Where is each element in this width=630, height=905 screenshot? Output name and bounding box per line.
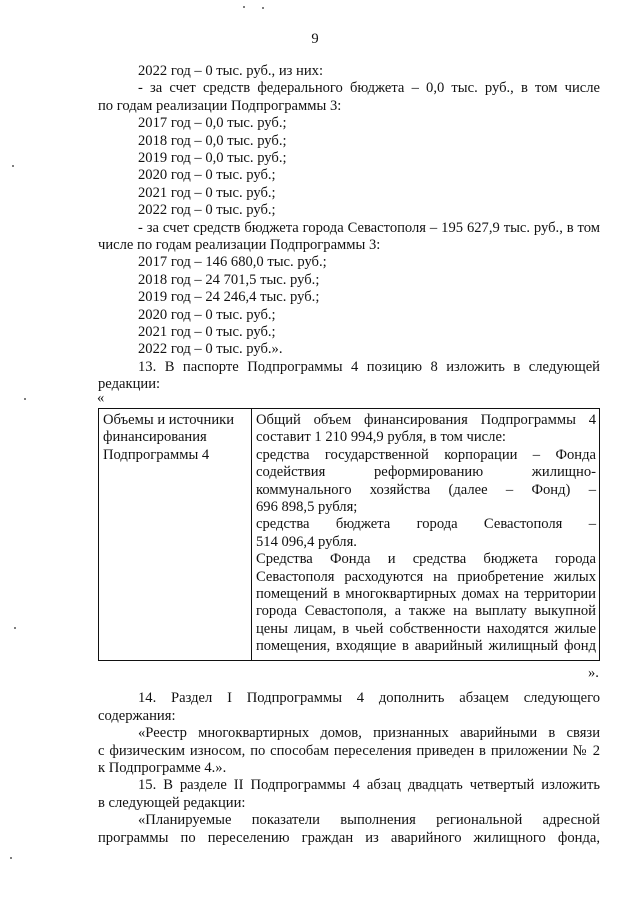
cell-line: Севастополя расходуются на приобретение жилых <box>256 568 596 585</box>
cell-line: цены лицам, в чьей собственности находятся жилые <box>256 620 596 637</box>
text-line: программы по переселению граждан из аварийного жилищного фонда, <box>98 830 600 846</box>
text-line: 2021 год – 0 тыс. руб.; <box>138 324 276 340</box>
text-line: содержания: <box>98 708 176 724</box>
table-cell-content <box>252 409 600 661</box>
cell-line: Объемы и источники <box>103 412 235 428</box>
text-line: 2020 год – 0 тыс. руб.; <box>138 167 276 183</box>
cell-line: 696 898,5 рубля; <box>256 499 358 516</box>
cell-line: коммунального хозяйства (далее – Фонд) – <box>256 481 596 498</box>
cell-line: средства бюджета города Севастополя – <box>256 516 596 533</box>
text-line: числе по годам реализации Подпрограммы 3: <box>98 237 381 253</box>
cell-line: города Севастополя, а также на выплату выкупной <box>256 603 596 620</box>
scan-speck <box>243 6 245 8</box>
text-line: 2017 год – 0,0 тыс. руб.; <box>138 115 287 131</box>
scan-speck <box>24 398 26 400</box>
scan-speck <box>262 7 264 9</box>
text-line: 2018 год – 24 701,5 тыс. руб.; <box>138 272 320 288</box>
text-line: 2021 год – 0 тыс. руб.; <box>138 185 276 201</box>
text-line: в следующей редакции: <box>98 795 246 811</box>
table-cell-label <box>99 409 252 661</box>
cell-line: Общий объем финансирования Подпрограммы 4 <box>256 412 596 428</box>
cell-line: средства государственной корпорации – Фонда <box>256 446 596 463</box>
cell-line: Подпрограммы 4 <box>103 446 210 463</box>
cell-line: содействия реформированию жилищно- <box>256 464 596 481</box>
scan-speck <box>10 857 12 859</box>
cell-line: помещений в многоквартирных домах на территории <box>256 586 596 603</box>
text-line: «Планируемые показатели выполнения региональной адресной <box>138 812 600 828</box>
text-line: 2020 год – 0 тыс. руб.; <box>138 307 276 323</box>
text-line: 2022 год – 0 тыс. руб.». <box>138 341 283 357</box>
text-line: по годам реализации Подпрограммы 3: <box>98 98 342 114</box>
cell-line: финансирования <box>103 429 207 446</box>
text-line: 15. В разделе II Подпрограммы 4 абзац двадцать четвертый изложить <box>138 777 600 793</box>
text-line: 2019 год – 0,0 тыс. руб.; <box>138 150 287 166</box>
quote-open-mark: « <box>97 390 105 406</box>
page-number: 9 <box>311 31 319 47</box>
text-line: - за счет средств федерального бюджета – 0,0 тыс. руб., в том числе <box>138 80 600 96</box>
text-line: «Реестр многоквартирных домов, признанных аварийными в связи <box>138 725 600 741</box>
text-line: к Подпрограмме 4.». <box>98 760 227 776</box>
cell-line: составит 1 210 994,9 рубля, в том числе: <box>256 429 506 446</box>
text-line: - за счет средств бюджета города Севастополя – 195 627,9 тыс. руб., в том <box>138 220 600 236</box>
cell-line: Средства Фонда и средства бюджета города <box>256 551 596 568</box>
quote-close-mark: ». <box>588 665 599 681</box>
text-line: редакции: <box>98 376 161 392</box>
financing-table <box>98 408 600 661</box>
text-line: 14. Раздел I Подпрограммы 4 дополнить абзацем следующего <box>138 690 600 706</box>
text-line: 2022 год – 0 тыс. руб.; <box>138 202 276 218</box>
text-line: 13. В паспорте Подпрограммы 4 позицию 8 изложить в следующей <box>138 359 600 375</box>
text-line: 2022 год – 0 тыс. руб., из них: <box>138 63 324 79</box>
cell-line: 514 096,4 рубля. <box>256 533 357 550</box>
text-line: 2018 год – 0,0 тыс. руб.; <box>138 133 287 149</box>
scan-speck <box>12 165 14 167</box>
table-row <box>99 409 600 661</box>
text-line: с физическим износом, по способам переселения приведен в приложении № 2 <box>98 743 600 759</box>
cell-line: помещения, входящие в аварийный жилищный фонд <box>256 638 596 655</box>
text-line: 2017 год – 146 680,0 тыс. руб.; <box>138 254 327 270</box>
scan-speck <box>14 627 16 629</box>
text-line: 2019 год – 24 246,4 тыс. руб.; <box>138 289 320 305</box>
